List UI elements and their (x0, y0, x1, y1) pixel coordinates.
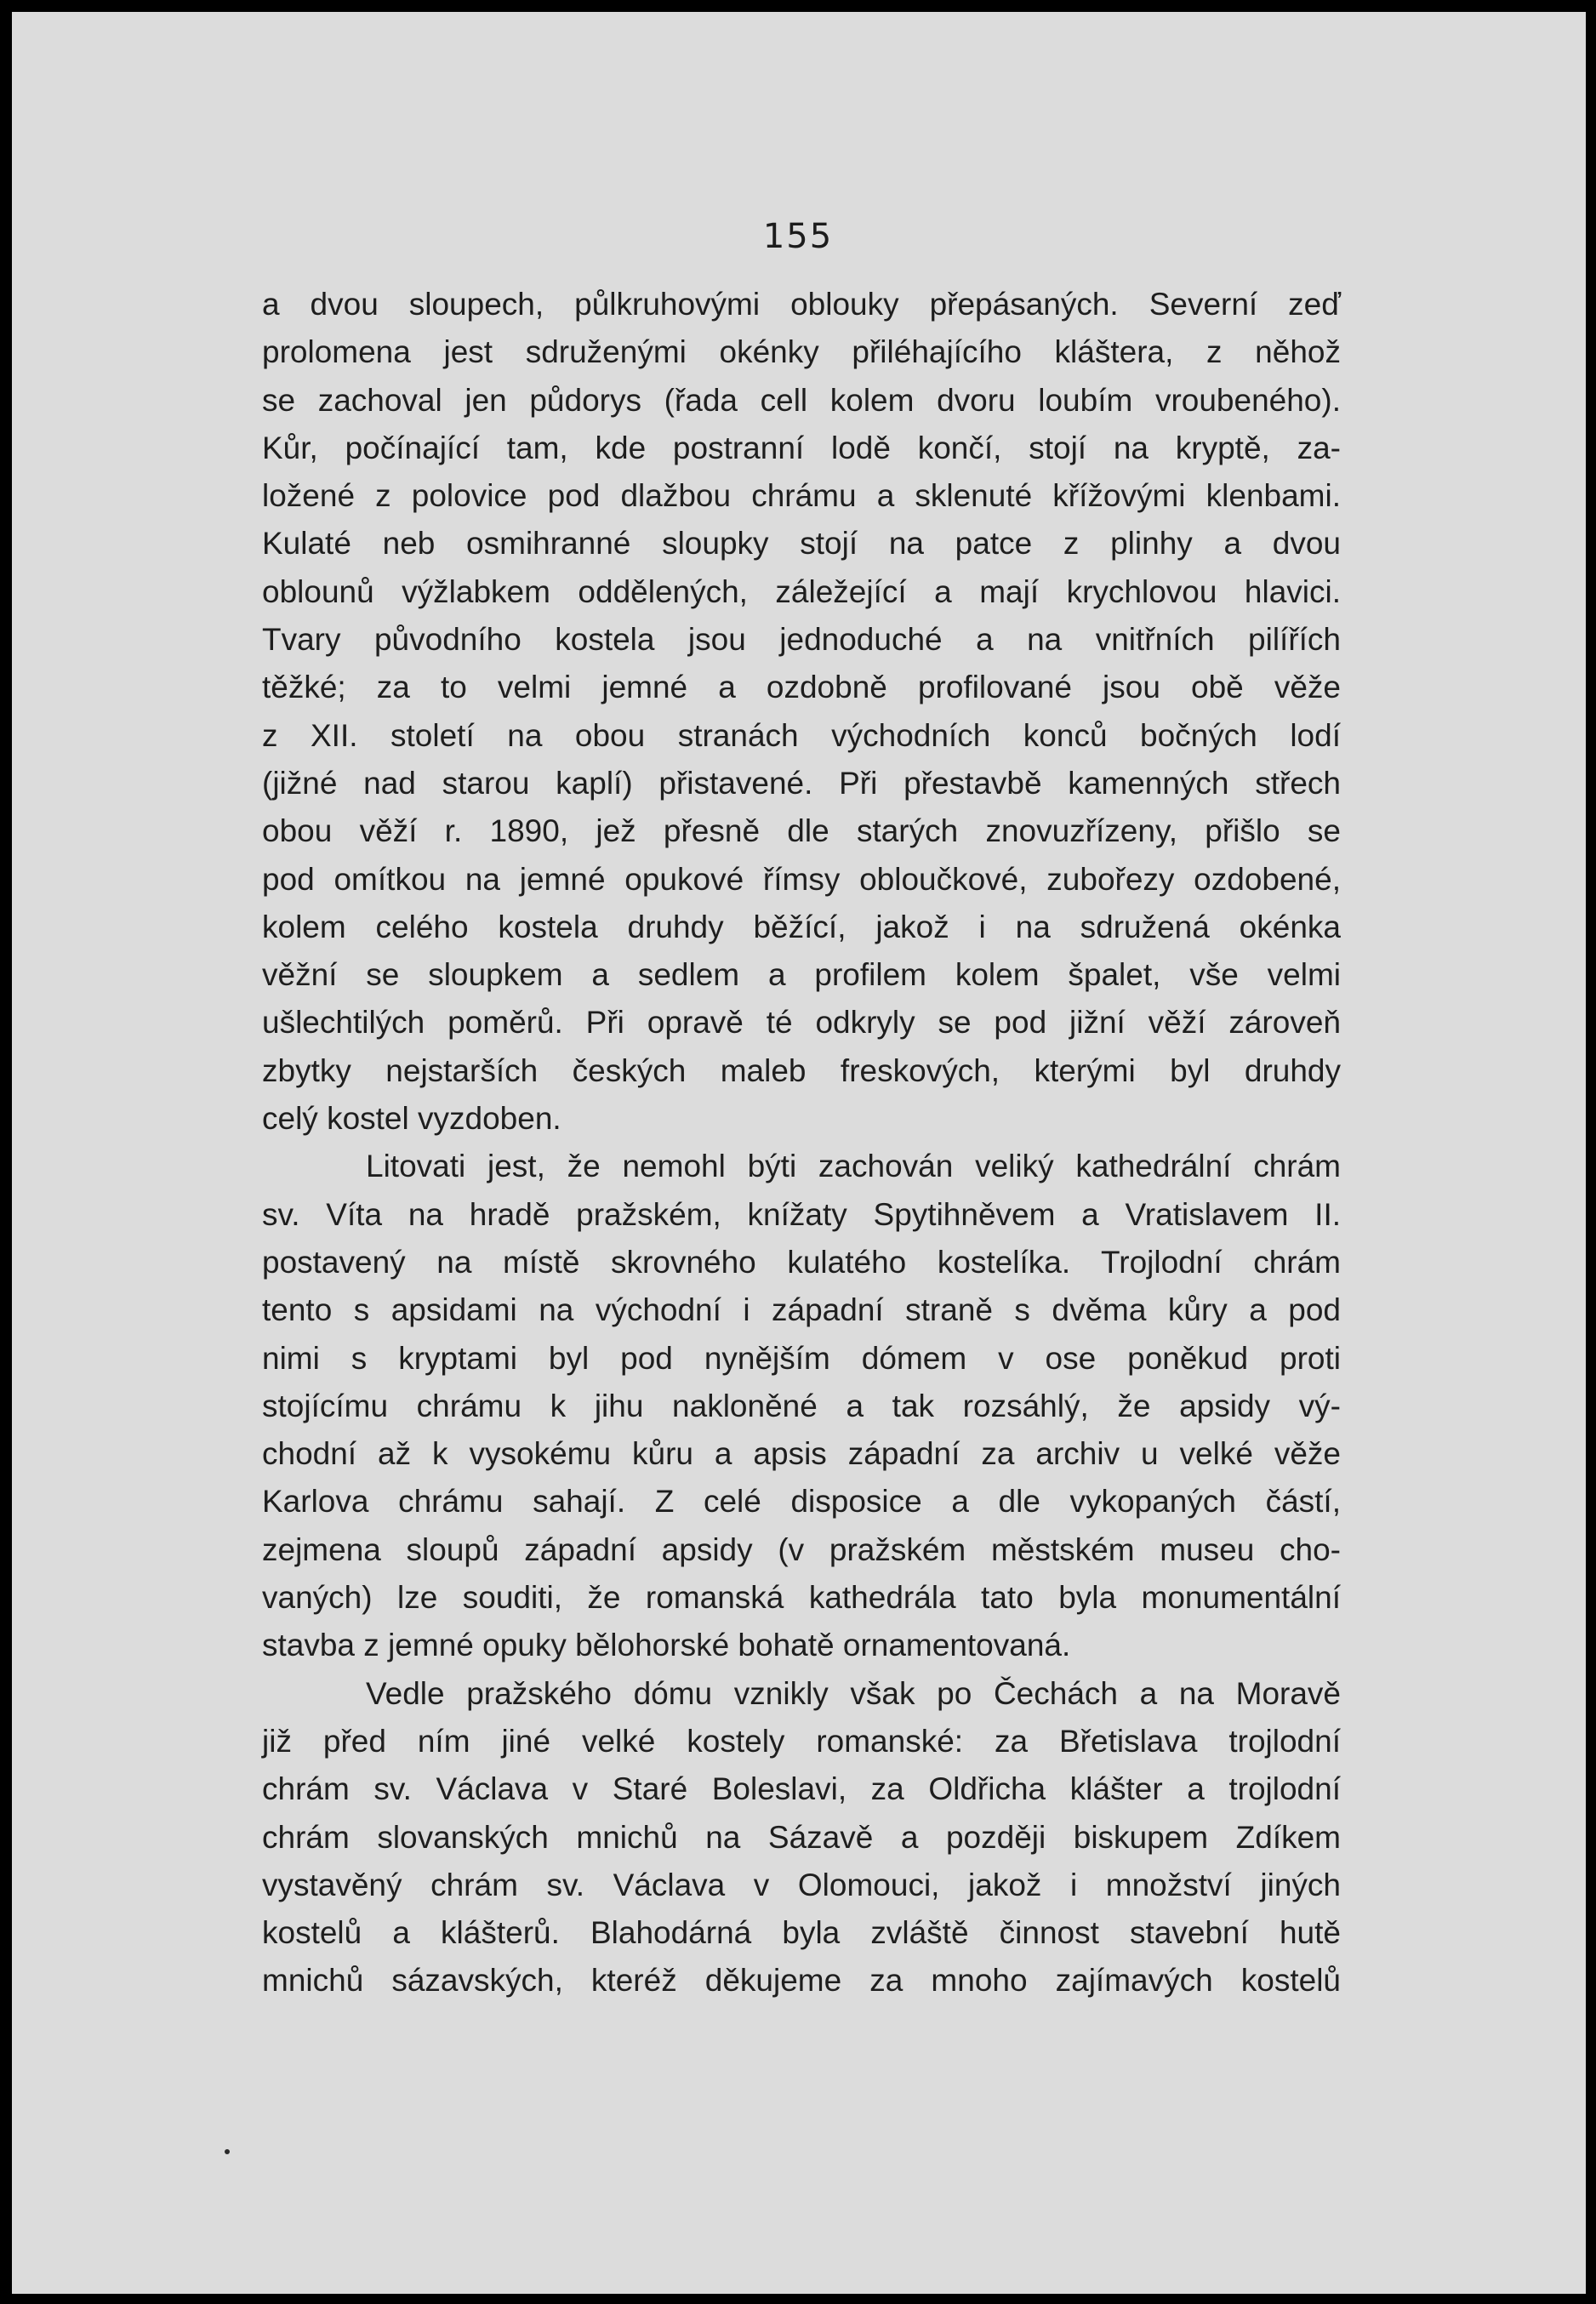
text-line: stojícímu chrámu k jihu nakloněné a tak rozsáhlý, že apsidy vý- (262, 1388, 1341, 1423)
text-line: Tvary původního kostela jsou jednoduché a na vnitřních pilířích (262, 622, 1341, 658)
text-line: pod omítkou na jemné opukové římsy obloučkové, zubořezy ozdobené, (262, 861, 1341, 897)
text-line: chodní až k vysokému kůru a apsis západní za archiv u velké věže (262, 1436, 1341, 1472)
text-line: chrám slovanských mnichů na Sázavě a později biskupem Zdíkem (262, 1819, 1341, 1855)
text-line: nimi s kryptami byl pod nynějším dómem v ose poněkud proti (262, 1340, 1341, 1376)
text-line: sv. Víta na hradě pražském, knížaty Spytihněvem a Vratislavem II. (262, 1196, 1341, 1232)
text-line: těžké; za to velmi jemné a ozdobně profilované jsou obě věže (262, 670, 1341, 705)
text-line: se zachoval jen půdorys (řada cell kolem dvoru loubím vroubeného). (262, 382, 1341, 418)
text-line: již před ním jiné velké kostely romanské: za Břetislava trojlodní (262, 1723, 1341, 1759)
text-line: Kulaté neb osmihranné sloupky stojí na patce z plinhy a dvou (262, 526, 1341, 562)
text-line: (jižné nad starou kaplí) přistavené. Při přestavbě kamenných střech (262, 765, 1341, 801)
text-line: zbytky nejstarších českých maleb freskových, kterými byl druhdy (262, 1052, 1341, 1088)
scan-speck (225, 2149, 230, 2154)
text-line: vaných) lze souditi, že romanská kathedrála tato byla monumentální (262, 1580, 1341, 1616)
text-line: stavba z jemné opuky bělohorské bohatě ornamentovaná. (262, 1628, 1071, 1663)
text-line: Karlova chrámu sahají. Z celé disposice a dle vykopaných částí, (262, 1484, 1341, 1520)
text-line: Litovati jest, že nemohl býti zachován veliký kathedrální chrám (366, 1149, 1341, 1184)
text-line: oblounů výžlabkem oddělených, záležející a mají krychlovou hlavici. (262, 573, 1341, 609)
text-line: a dvou sloupech, půlkruhovými oblouky přepásaných. Severní zeď (262, 287, 1341, 322)
text-line: tento s apsidami na východní i západní straně s dvěma kůry a pod (262, 1292, 1341, 1328)
text-line: ušlechtilých poměrů. Při opravě té odkryly se pod jižní věží zároveň (262, 1005, 1341, 1041)
text-line: postavený na místě skrovného kulatého kostelíka. Trojlodní chrám (262, 1244, 1341, 1280)
text-line: Kůr, počínající tam, kde postranní lodě končí, stojí na kryptě, za- (262, 430, 1341, 465)
text-line: obou věží r. 1890, jež přesně dle starých znovuzřízeny, přišlo se (262, 813, 1341, 849)
text-line: mnichů sázavských, kteréž děkujeme za mnoho zajímavých kostelů (262, 1963, 1341, 1999)
text-line: věžní se sloupkem a sedlem a profilem kolem špalet, vše velmi (262, 957, 1341, 993)
text-line: zejmena sloupů západní apsidy (v pražském městském museu cho- (262, 1531, 1341, 1567)
text-line: z XII. století na obou stranách východních konců bočných lodí (262, 717, 1341, 753)
text-line: vystavěný chrám sv. Václava v Olomouci, jakož i množství jiných (262, 1867, 1341, 1902)
text-line: chrám sv. Václava v Staré Boleslavi, za Oldřicha klášter a trojlodní (262, 1771, 1341, 1807)
text-line: celý kostel vyzdoben. (262, 1101, 561, 1137)
text-line: prolomena jest sdruženými okénky přiléhajícího kláštera, z něhož (262, 334, 1341, 370)
page-number: 155 (762, 217, 834, 256)
text-line: kostelů a klášterů. Blahodárná byla zvláště činnost stavební hutě (262, 1915, 1341, 1951)
body-text (262, 281, 1341, 2005)
text-line: Vedle pražského dómu vznikly však po Čechách a na Moravě (366, 1675, 1341, 1711)
text-line: kolem celého kostela druhdy běžící, jakož i na sdružená okénka (262, 909, 1341, 944)
text-line: ložené z polovice pod dlažbou chrámu a sklenuté křížovými klenbami. (262, 478, 1341, 514)
